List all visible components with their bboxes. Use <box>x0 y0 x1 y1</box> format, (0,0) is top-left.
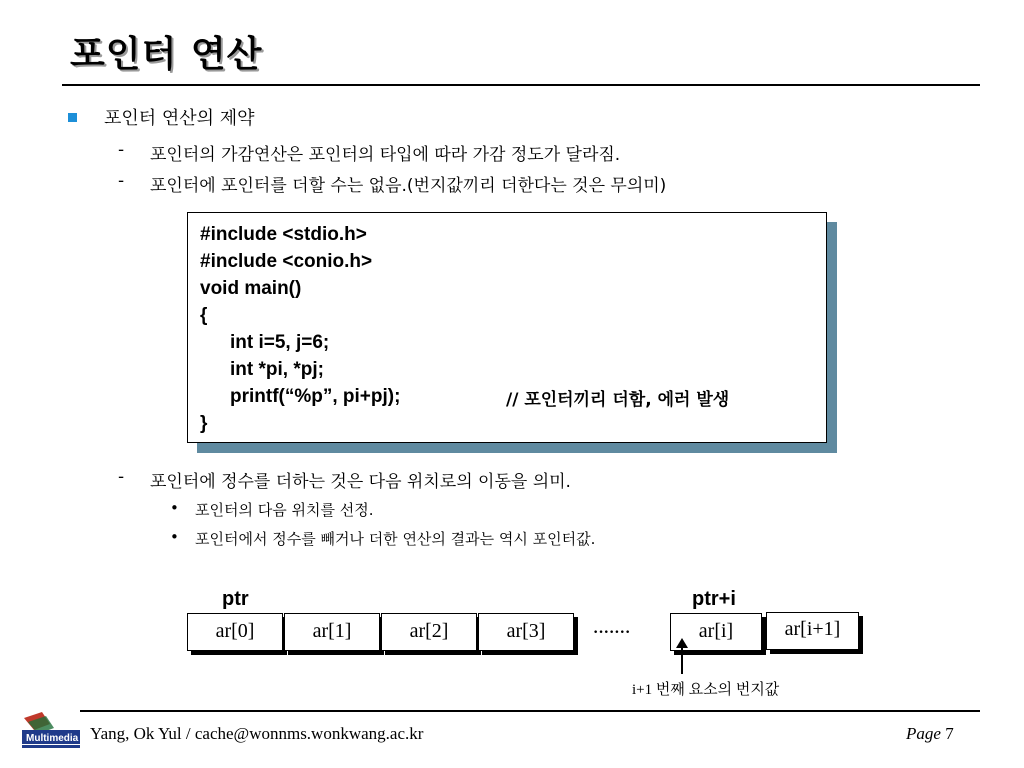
code-line: } <box>200 413 208 434</box>
array-cell: ar[2] <box>381 613 477 651</box>
page-number-block <box>906 724 954 744</box>
array-cell-i1: ar[i+1] <box>766 612 859 650</box>
ellipsis-dots: ······· <box>592 619 630 644</box>
dash-marker: - <box>118 171 125 191</box>
page-label: Page <box>906 724 941 743</box>
sub-list-item: 포인터의 다음 위치를 선정. <box>195 501 374 519</box>
ptr-i-label: ptr+i <box>692 588 736 610</box>
code-line: int *pi, *pj; <box>230 359 324 380</box>
code-line: printf(“%p”, pi+pj); <box>230 386 401 407</box>
sub-list-item: 포인터에서 정수를 빼거나 더한 연산의 결과는 역시 포인터값. <box>195 530 596 548</box>
dot-marker: • <box>170 528 179 546</box>
multimedia-logo <box>20 712 82 750</box>
list-item: 포인터의 가감연산은 포인터의 타입에 따라 가감 정도가 달라짐. <box>150 145 621 165</box>
arrow-caption: i+1 번째 요소의 번지값 <box>632 682 780 698</box>
array-cell: ar[0] <box>187 613 283 651</box>
svg-text:Multimedia: Multimedia <box>26 733 79 744</box>
title-divider <box>62 84 980 86</box>
page-title: 포인터 연산 <box>70 34 263 75</box>
code-line: { <box>200 305 208 326</box>
code-line: #include <conio.h> <box>200 251 373 272</box>
code-line: #include <stdio.h> <box>200 224 367 245</box>
ptr-label: ptr <box>222 588 249 610</box>
list-item: 포인터에 포인터를 더할 수는 없음.(번지값끼리 더한다는 것은 무의미) <box>150 176 667 196</box>
dash-marker: - <box>118 140 125 160</box>
code-comment: // 포인터끼리 더함, 에러 발생 <box>506 390 730 410</box>
list-item: 포인터에 정수를 더하는 것은 다음 위치로의 이동을 의미. <box>150 472 571 492</box>
footer-divider <box>80 710 980 712</box>
dash-marker: - <box>118 467 125 487</box>
array-cell: ar[3] <box>478 613 574 651</box>
dot-marker: • <box>170 499 179 517</box>
bullet-heading: 포인터 연산의 제약 <box>104 108 255 129</box>
up-arrow-icon <box>676 638 688 648</box>
arrow-shaft <box>681 644 683 674</box>
footer-author: Yang, Ok Yul / cache@wonnms.wonkwang.ac.kr <box>90 724 424 743</box>
page-number: 7 <box>945 724 954 743</box>
code-line: void main() <box>200 278 302 299</box>
bullet-square-icon <box>68 113 77 122</box>
array-cell: ar[1] <box>284 613 380 651</box>
code-box <box>187 212 827 443</box>
array-cell-i: ar[i] <box>670 613 762 651</box>
code-line: int i=5, j=6; <box>230 332 330 353</box>
